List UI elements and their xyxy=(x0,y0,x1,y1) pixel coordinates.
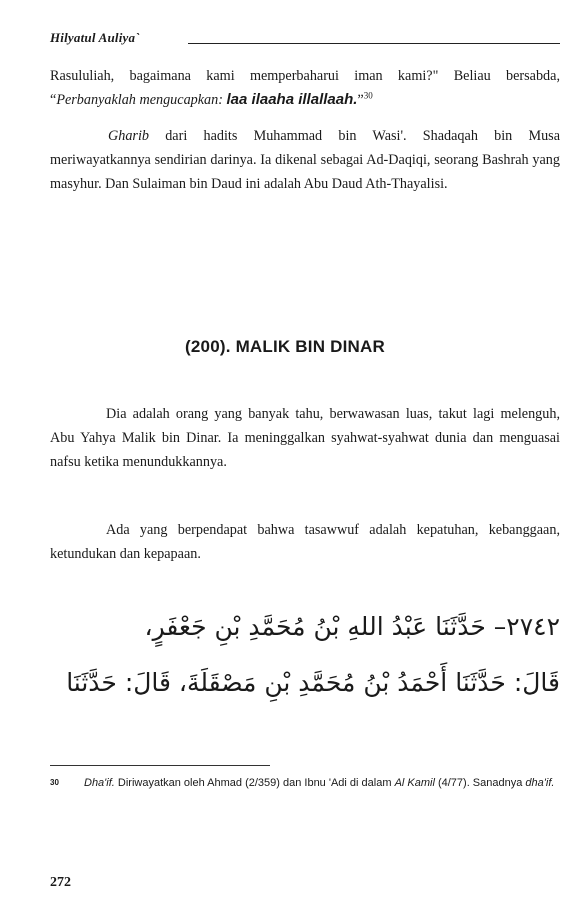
arabic-line-1: ٢٧٤٢– حَدَّثَنَا عَبْدُ اللهِ بْنُ مُحَمَّدِ بْنِ جَعْفَرٍ، xyxy=(144,612,560,641)
paragraph-text: Rasululiah, bagaimana kami memperbaharui iman kami?" Beliau bersabda, “ xyxy=(50,68,560,108)
footnote-divider xyxy=(50,765,270,766)
quote-bold: laa ilaaha illallaah. xyxy=(226,91,358,108)
footnote-number: 30 xyxy=(50,778,59,787)
paragraph-text: Ada yang berpendapat bahwa tasawwuf adalah kepatuhan, kebanggaan, ketundukan dan kepapaan. xyxy=(50,522,560,562)
running-title: Hilyatul Auliya` xyxy=(50,30,140,45)
footnote-source: Al Kamil xyxy=(394,777,435,789)
page-number: 272 xyxy=(50,875,71,890)
section-heading: (200). MALIK BIN DINAR xyxy=(185,337,385,356)
paragraph-text: Dia adalah orang yang banyak tahu, berwawasan luas, takut lagi melenguh, Abu Yahya Malik bin Dinar. Ia meninggalkan syahwat-syahwat dunia dan menguasai nafsu ketika menundukkannya. xyxy=(50,406,560,470)
paragraph-tasawwuf xyxy=(50,518,560,566)
paragraph-hadith-end xyxy=(50,64,560,112)
footnote-text xyxy=(84,774,564,792)
footnote-body: Diriwayatkan oleh Ahmad (2/359) dan Ibnu 'Adi di dalam xyxy=(114,777,395,789)
paragraph-commentary xyxy=(50,124,560,196)
footnote-label: Dha'if. xyxy=(84,777,115,789)
header-rule xyxy=(188,43,560,44)
paragraph-biography xyxy=(50,402,560,474)
footnote-reference[interactable]: 30 xyxy=(363,90,373,101)
footnote-end: dha'if. xyxy=(525,777,555,789)
closing-quote: ” xyxy=(357,92,364,108)
paragraph-text: dari hadits Muhammad bin Wasi'. Shadaqah bin Musa meriwayatkannya sendirian darinya. Ia dikenal sebagai Ad-Daqiqi, seorang Bashrah yang masyhur. Dan Sulaiman bin Daud ini adalah Abu Daud Ath-Thayalisi. xyxy=(50,128,560,192)
arabic-line-2: قَالَ: حَدَّثَنَا أَحْمَدُ بْنُ مُحَمَّدِ بْنِ مَصْقَلَةَ، قَالَ: حَدَّثَنَا xyxy=(66,668,560,697)
running-header xyxy=(50,30,560,50)
gharib-term: Gharib xyxy=(108,128,149,144)
footnote-body-2: (4/77). Sanadnya xyxy=(434,777,526,789)
quote-italic: Perbanyaklah mengucapkan: xyxy=(56,92,223,108)
